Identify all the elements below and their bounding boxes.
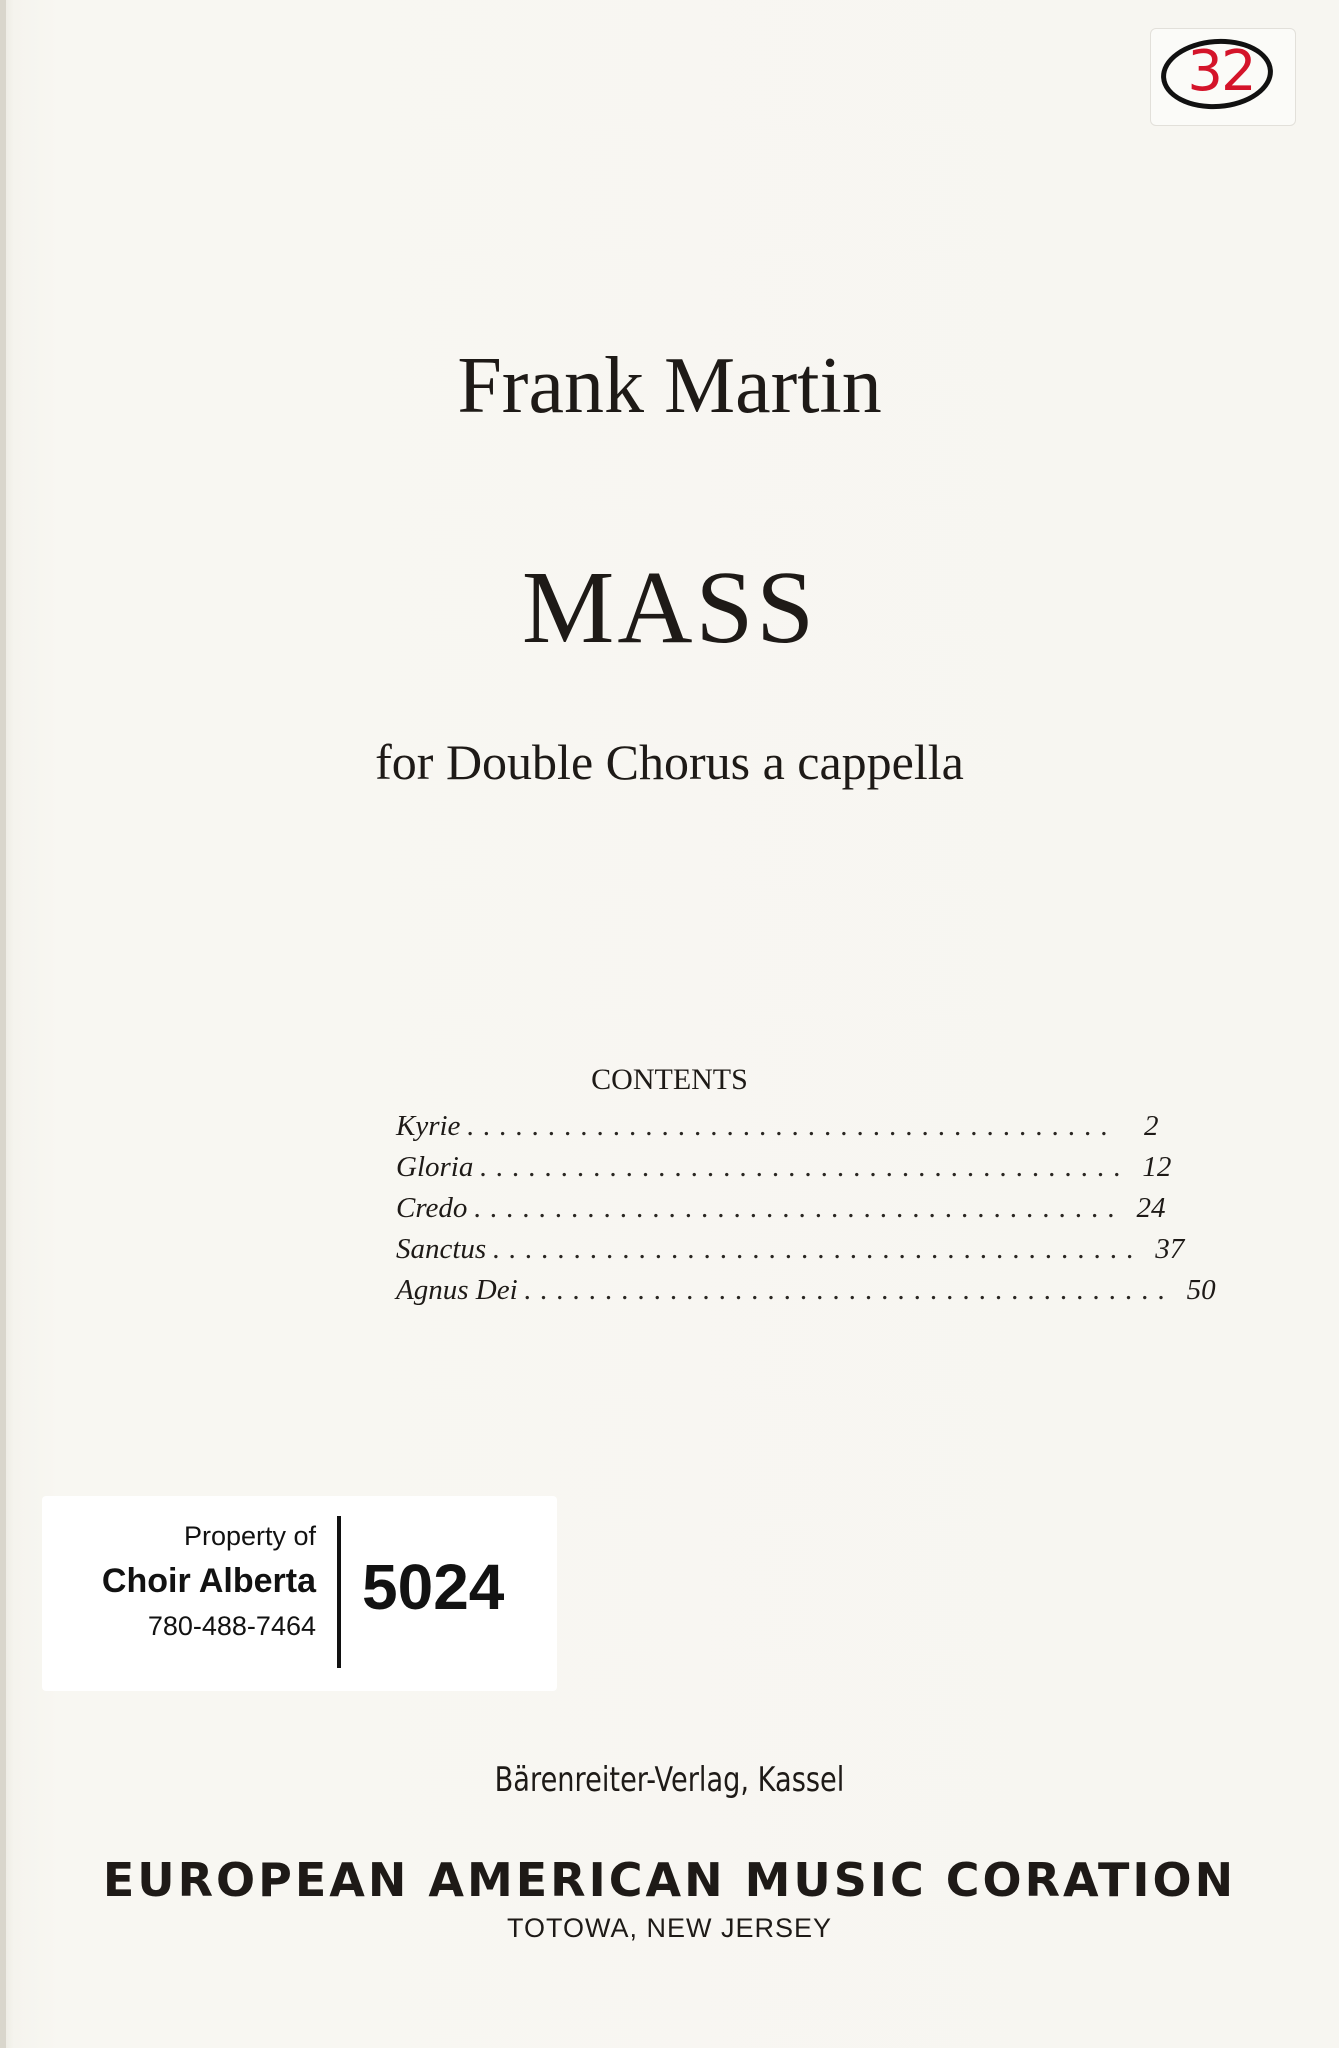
table-of-contents — [396, 1106, 1216, 1311]
toc-page: 24 — [1136, 1192, 1166, 1224]
sticker-catalog-number: 5024 — [362, 1551, 505, 1623]
toc-page: 37 — [1155, 1233, 1185, 1265]
distributor-location: TOTOWA, NEW JERSEY — [506, 1913, 833, 1943]
toc-leader-dots: ........................................ — [523, 1274, 1174, 1306]
sticker-property-label: Property of — [183, 1521, 316, 1551]
composer-name: Frank Martin — [457, 342, 882, 430]
toc-row — [396, 1106, 1159, 1147]
sticker-divider — [337, 1516, 341, 1668]
toc-page: 50 — [1186, 1274, 1216, 1306]
handwritten-number-tag — [1150, 28, 1296, 126]
toc-leader-dots: ........................................ — [492, 1233, 1143, 1265]
toc-row — [396, 1147, 1172, 1188]
contents-heading: CONTENTS — [591, 1063, 748, 1096]
toc-row — [396, 1188, 1166, 1229]
toc-row — [396, 1270, 1216, 1311]
toc-label: Kyrie — [396, 1110, 461, 1142]
work-title: MASS — [521, 550, 818, 665]
toc-row — [396, 1229, 1185, 1270]
sticker-owner-block — [42, 1514, 316, 1648]
distributor: EUROPEAN AMERICAN MUSIC CORATION — [102, 1853, 1237, 1907]
toc-label: Credo — [396, 1192, 468, 1224]
handwritten-number: 32 — [1187, 39, 1255, 104]
toc-leader-dots: ........................................ — [473, 1192, 1124, 1224]
ownership-sticker — [42, 1496, 557, 1691]
toc-leader-dots: ........................................ — [466, 1110, 1117, 1142]
sticker-phone: 780-488-7464 — [147, 1611, 316, 1641]
toc-page: 2 — [1143, 1110, 1159, 1142]
toc-leader-dots: ........................................ — [479, 1151, 1130, 1183]
sticker-organization: Choir Alberta — [101, 1562, 316, 1600]
work-subtitle: for Double Chorus a cappella — [375, 734, 964, 790]
toc-page: 12 — [1142, 1151, 1172, 1183]
toc-label: Agnus Dei — [396, 1274, 518, 1306]
binding-edge — [0, 0, 6, 2048]
publisher: Bärenreiter-Verlag, Kassel — [494, 1760, 845, 1800]
toc-label: Gloria — [396, 1151, 474, 1183]
toc-label: Sanctus — [396, 1233, 487, 1265]
